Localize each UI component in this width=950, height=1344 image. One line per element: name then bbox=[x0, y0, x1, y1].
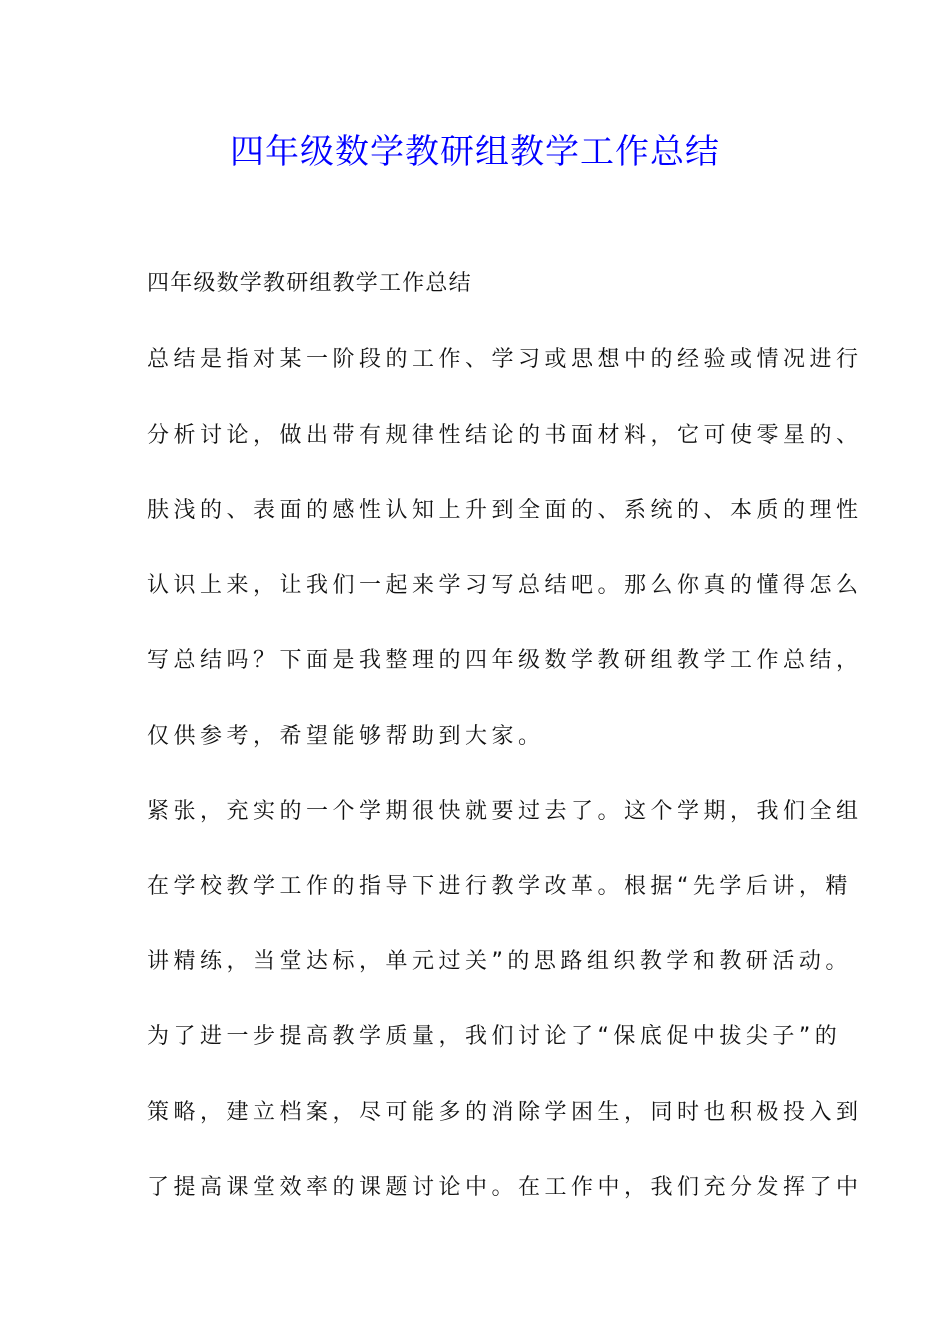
body-line: 为了进一步提高教学质量，我们讨论了“保底促中拔尖子”的 bbox=[147, 1024, 842, 1049]
body-line: 策略，建立档案，尽可能多的消除学困生，同时也积极投入到 bbox=[147, 1100, 863, 1125]
body-line: 讲精练，当堂达标，单元过关”的思路组织教学和教研活动。 bbox=[147, 949, 852, 974]
body-line: 总结是指对某一阶段的工作、学习或思想中的经验或情况进行 bbox=[147, 347, 863, 372]
body-line: 写总结吗？下面是我整理的四年级数学教研组教学工作总结， bbox=[147, 648, 863, 673]
body-line: 肤浅的、表面的感性认知上升到全面的、系统的、本质的理性 bbox=[147, 498, 863, 523]
document-subtitle: 四年级数学教研组教学工作总结 bbox=[147, 271, 472, 296]
body-line: 了提高课堂效率的课题讨论中。在工作中，我们充分发挥了中 bbox=[147, 1175, 863, 1200]
body-line: 分析讨论，做出带有规律性结论的书面材料，它可使零星的、 bbox=[147, 423, 863, 448]
body-line: 认识上来，让我们一起来学习写总结吧。那么你真的懂得怎么 bbox=[147, 573, 863, 598]
page-title: 四年级数学教研组教学工作总结 bbox=[230, 132, 720, 172]
body-line: 在学校教学工作的指导下进行教学改革。根据“先学后讲，精 bbox=[147, 874, 852, 899]
body-line: 紧张，充实的一个学期很快就要过去了。这个学期，我们全组 bbox=[147, 799, 863, 824]
body-line: 仅供参考，希望能够帮助到大家。 bbox=[147, 724, 545, 749]
